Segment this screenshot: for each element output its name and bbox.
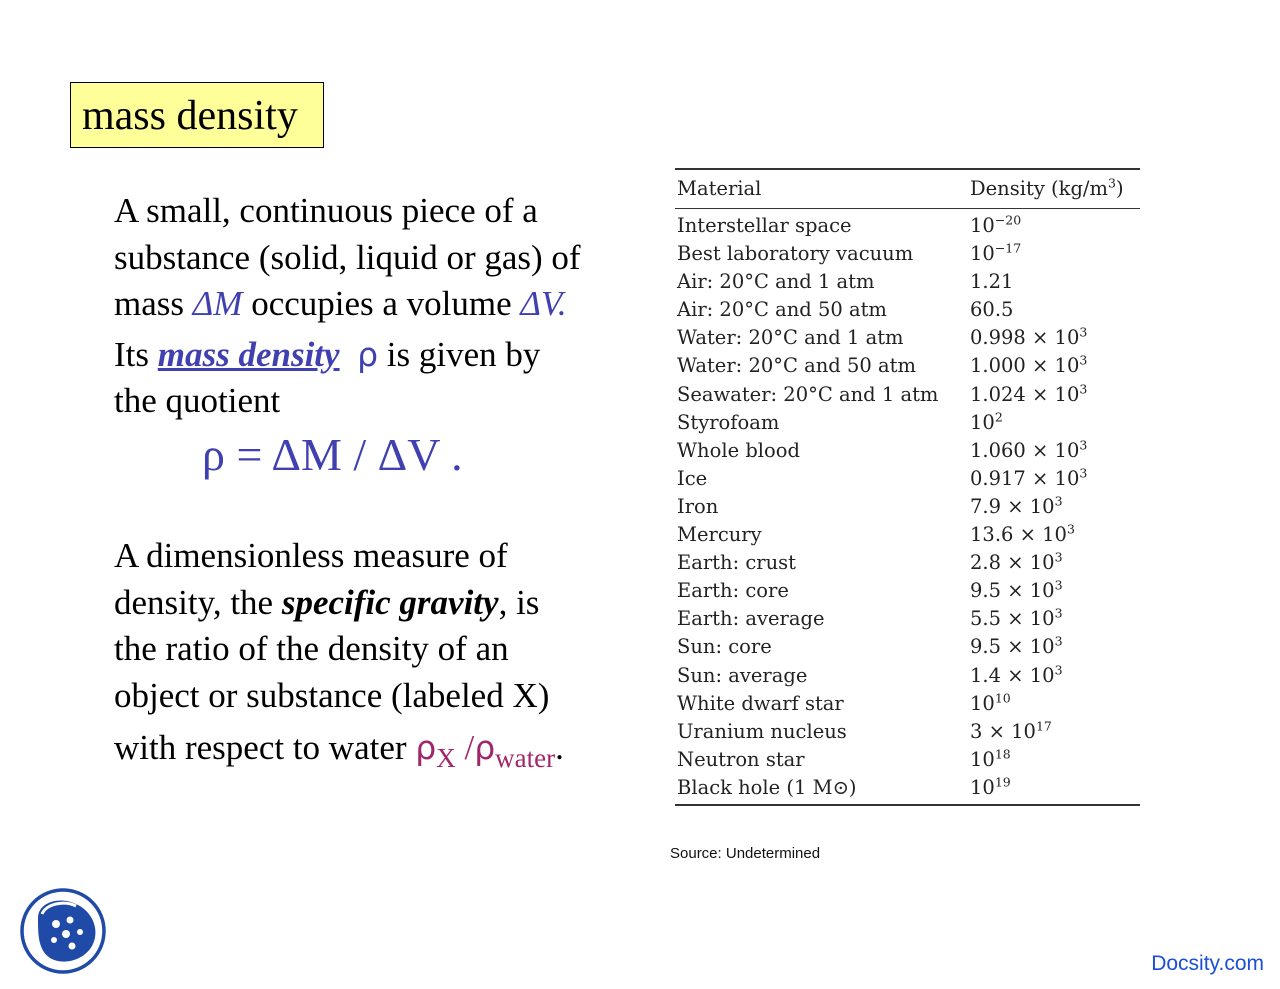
slide-title-text: mass density <box>82 93 298 139</box>
slide-title <box>70 82 324 148</box>
rho-symbol: ρ <box>357 334 379 374</box>
density-cell: $1.000 \times 10^3$ <box>970 352 1088 378</box>
table-row <box>675 662 1140 690</box>
table-row <box>675 605 1140 633</box>
delta-v-symbol: ΔV. <box>520 284 567 323</box>
density-cell: $10^{-17}$ <box>970 240 1022 266</box>
density-cell: $10^{19}$ <box>970 774 1011 799</box>
material-cell: Styrofoam <box>677 410 780 434</box>
material-cell: Best laboratory vacuum <box>677 242 914 266</box>
density-table <box>675 168 1140 806</box>
material-cell: Sun: average <box>677 663 808 687</box>
density-cell: $10^2$ <box>970 409 1003 434</box>
text-line: object or substance (labeled X) <box>114 675 550 715</box>
table-bottom-rule <box>675 804 1140 806</box>
table-row <box>675 521 1140 549</box>
text-line: Its mass density ρ is given by <box>114 334 541 374</box>
table-row <box>675 774 1140 802</box>
density-cell: $5.5 \times 10^3$ <box>970 605 1063 631</box>
density-cell: $7.9 \times 10^3$ <box>970 493 1063 518</box>
material-cell: Sun: core <box>677 635 772 659</box>
x-subscript: X <box>436 743 456 774</box>
density-cell: $13.6 \times 10^3$ <box>970 521 1075 547</box>
material-cell: Ice <box>677 466 708 490</box>
table-row <box>675 324 1140 352</box>
material-cell: Water: 20°C and 50 atm <box>677 354 916 378</box>
rho-x-symbol: ρ <box>415 728 437 767</box>
density-cell: $9.5 \times 10^3$ <box>970 633 1063 659</box>
density-cell: $1.4 \times 10^3$ <box>970 662 1063 687</box>
density-cell: $10^{18}$ <box>970 746 1011 771</box>
material-cell: Mercury <box>677 523 762 547</box>
density-cell: $10^{-20}$ <box>970 212 1022 237</box>
text-line: with respect to water $\rho_X$ $/\rho_{water}$. <box>114 728 564 774</box>
table-row <box>675 352 1140 380</box>
material-cell: Black hole (1 M⊙) <box>677 775 857 799</box>
text-line: the quotient <box>114 381 281 420</box>
specific-gravity-paragraph <box>114 533 564 782</box>
table-row <box>675 212 1140 240</box>
mass-density-link[interactable]: mass density <box>157 334 340 374</box>
density-cell: $9.5 \times 10^3$ <box>970 577 1063 603</box>
material-cell: Neutron star <box>677 747 805 771</box>
table-row <box>675 493 1140 521</box>
material-cell: Earth: average <box>677 607 825 631</box>
text-line: mass ΔM occupies a volume ΔV. <box>114 284 567 323</box>
material-cell: Water: 20°C and 1 atm <box>677 326 904 350</box>
density-cell: $3 \times 10^{17}$ <box>970 718 1052 743</box>
text-line: density, the specific gravity, is <box>114 582 540 622</box>
density-cell: 1.21 <box>970 270 1014 294</box>
material-cell: White dwarf star <box>677 691 844 715</box>
delta-m-symbol: ΔM <box>192 284 243 323</box>
table-row <box>675 577 1140 605</box>
table-row <box>675 409 1140 437</box>
text-line: the ratio of the density of an <box>114 629 509 668</box>
table-row <box>675 718 1140 746</box>
rho-water-symbol: ρ <box>474 728 496 767</box>
table-row <box>675 633 1140 661</box>
table-row <box>675 690 1140 718</box>
material-cell: Whole blood <box>677 438 800 462</box>
specific-gravity-term: specific gravity <box>281 582 499 622</box>
table-row <box>675 381 1140 409</box>
material-cell: Interstellar space <box>677 214 852 237</box>
source-note: Source: Undetermined <box>670 845 821 862</box>
density-cell: 60.5 <box>970 298 1014 322</box>
material-cell: Air: 20°C and 1 atm <box>677 270 875 294</box>
material-cell: Iron <box>677 494 719 518</box>
density-cell: $1.060 \times 10^3$ <box>970 437 1088 462</box>
material-cell: Uranium nucleus <box>677 719 847 743</box>
table-row <box>675 437 1140 465</box>
material-cell: Air: 20°C and 50 atm <box>677 298 887 322</box>
definition-paragraph <box>114 188 581 485</box>
material-cell: Earth: core <box>677 579 789 603</box>
density-cell: $10^{10}$ <box>970 690 1011 715</box>
table-row <box>675 549 1140 577</box>
header-material: Material <box>677 177 762 200</box>
table-row <box>675 465 1140 493</box>
density-cell: $1.024 \times 10^3$ <box>970 381 1088 406</box>
table-header-row <box>675 170 1140 208</box>
table-row <box>675 240 1140 268</box>
density-formula: ρ = ΔM / ΔV . <box>202 428 463 480</box>
density-cell: $0.998 \times 10^3$ <box>970 324 1088 350</box>
docsity-logo-icon <box>20 888 106 974</box>
material-cell: Earth: crust <box>677 551 796 575</box>
text-line: A small, continuous piece of a <box>114 191 538 230</box>
table-row <box>675 268 1140 296</box>
material-cell: Seawater: 20°C and 1 atm <box>677 382 939 406</box>
density-cell: $2.8 \times 10^3$ <box>970 549 1063 575</box>
table-row <box>675 746 1140 774</box>
table-body <box>675 209 1140 804</box>
text-line: substance (solid, liquid or gas) of <box>114 237 581 277</box>
water-subscript: water <box>495 743 556 774</box>
text-line: A dimensionless measure of <box>114 536 508 575</box>
header-density: Density $(kg/m^3)$ <box>970 175 1124 200</box>
docsity-brand-link[interactable]: Docsity.com <box>1151 952 1264 975</box>
density-cell: $0.917 \times 10^3$ <box>970 465 1088 490</box>
table-row <box>675 296 1140 324</box>
